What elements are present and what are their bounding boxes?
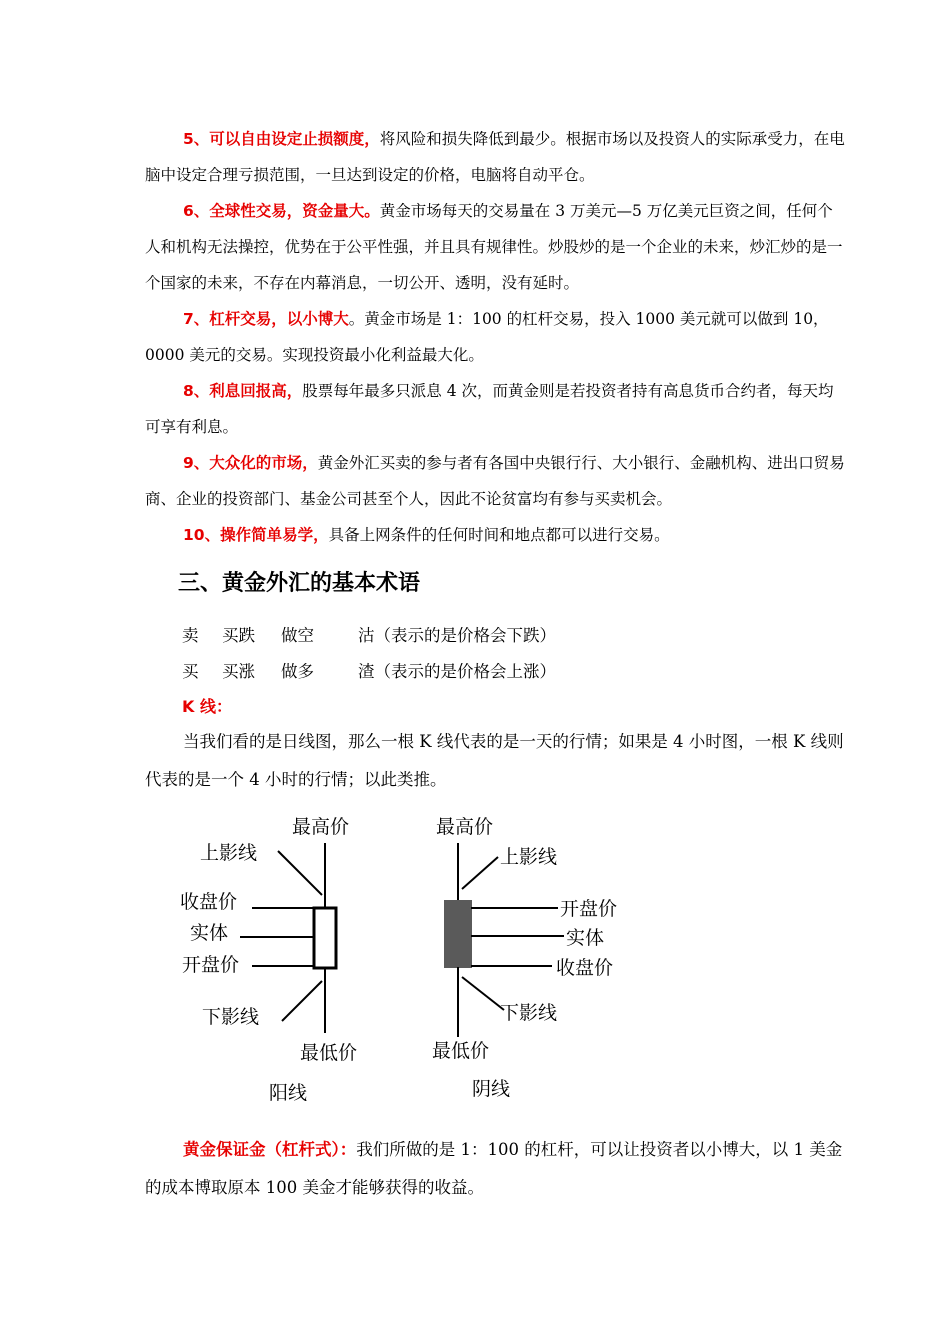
item-8 bbox=[145, 373, 845, 445]
margin-paragraph bbox=[145, 1131, 845, 1207]
yang-low-label: 最低价 bbox=[300, 1042, 358, 1064]
yang-open-label: 开盘价 bbox=[182, 954, 240, 976]
item-6 bbox=[145, 193, 845, 301]
item-title: 5、可以自由设定止损额度， bbox=[183, 130, 380, 148]
yin-body-label: 实体 bbox=[566, 927, 605, 949]
yin-open-label: 开盘价 bbox=[560, 898, 618, 920]
term-cell: 沽（表示的是价格会下跌） bbox=[358, 626, 556, 645]
yang-lower-shadow-label: 下影线 bbox=[202, 1006, 260, 1028]
kline-description bbox=[145, 723, 845, 799]
yang-body-label: 实体 bbox=[190, 922, 229, 944]
item-body: 具备上网条件的任何时间和地点都可以进行交易。 bbox=[328, 526, 670, 544]
yin-upper-shadow-label: 上影线 bbox=[500, 846, 558, 868]
yang-close-label: 收盘价 bbox=[180, 891, 238, 913]
kline-text: 当我们看的是日线图，那么一根 K 线代表的是一天的行情；如果是 4 小时图，一根 K 线则代表的是一个 4 小时的行情；以此类推。 bbox=[145, 732, 844, 789]
section-heading: 三、黄金外汇的基本术语 bbox=[178, 571, 421, 596]
item-body: 将风险和损失降低到最少。根据市场以及投资人的实际承受力，在电脑中设定合理亏损范围，一旦达到设定的价格，电脑将自动平仓。 bbox=[145, 130, 845, 184]
yin-lower-shadow-label: 下影线 bbox=[500, 1002, 558, 1024]
item-body: 黄金外汇买卖的参与者有各国中央银行行、大小银行、金融机构、进出口贸易商、企业的投资部门、基金公司甚至个人，因此不论贫富均有参与买卖机会。 bbox=[145, 454, 845, 508]
yang-upper-shadow-label: 上影线 bbox=[200, 842, 258, 864]
item-body: 。黄金市场是 1：100 的杠杆交易，投入 1000 美元就可以做到 10，0000 美元的交易。实现投资最小化利益最大化。 bbox=[145, 310, 829, 364]
yin-name-label: 阴线 bbox=[472, 1078, 511, 1100]
term-cell: 做空 bbox=[281, 626, 314, 645]
kline-label: K 线： bbox=[182, 697, 232, 716]
item-9 bbox=[145, 445, 845, 517]
kline-diagram bbox=[170, 805, 650, 1105]
margin-title: 黄金保证金（杠杆式）： bbox=[183, 1140, 357, 1159]
yin-high-label: 最高价 bbox=[436, 816, 494, 838]
yin-low-label: 最低价 bbox=[432, 1040, 490, 1062]
yang-high-label: 最高价 bbox=[292, 816, 350, 838]
margin-body: 我们所做的是 1：100 的杠杆，可以让投资者以小博大，以 1 美金的成本博取原本 100 美金才能够获得的收益。 bbox=[145, 1140, 843, 1197]
item-title: 8、利息回报高， bbox=[183, 382, 303, 400]
item-title: 7、杠杆交易，以小博大 bbox=[183, 310, 349, 328]
term-cell: 做多 bbox=[281, 662, 314, 681]
yang-name-label: 阳线 bbox=[269, 1082, 308, 1104]
term-cell: 渣（表示的是价格会上涨） bbox=[358, 662, 556, 681]
item-body: 黄金市场每天的交易量在 3 万美元—5 万亿美元巨资之间，任何个人和机构无法操控，优势在于公平性强，并且具有规律性。炒股炒的是一个企业的未来，炒汇炒的是一个国家的未来，不存在内幕消息，一切公开、透明，没有延时。 bbox=[145, 202, 843, 292]
yin-close-label: 收盘价 bbox=[556, 957, 614, 979]
item-title: 10、操作简单易学， bbox=[183, 526, 329, 544]
term-cell: 买跌 bbox=[222, 626, 255, 645]
item-7 bbox=[145, 301, 845, 373]
item-5 bbox=[145, 121, 845, 193]
item-10 bbox=[145, 517, 845, 553]
term-cell: 卖 bbox=[182, 626, 199, 645]
term-cell: 买 bbox=[182, 662, 199, 681]
item-title: 9、大众化的市场， bbox=[183, 454, 318, 472]
item-body: 股票每年最多只派息 4 次，而黄金则是若投资者持有高息货币合约者，每天均可享有利息。 bbox=[145, 382, 834, 436]
term-cell: 买涨 bbox=[222, 662, 255, 681]
item-title: 6、全球性交易，资金量大。 bbox=[183, 202, 380, 220]
